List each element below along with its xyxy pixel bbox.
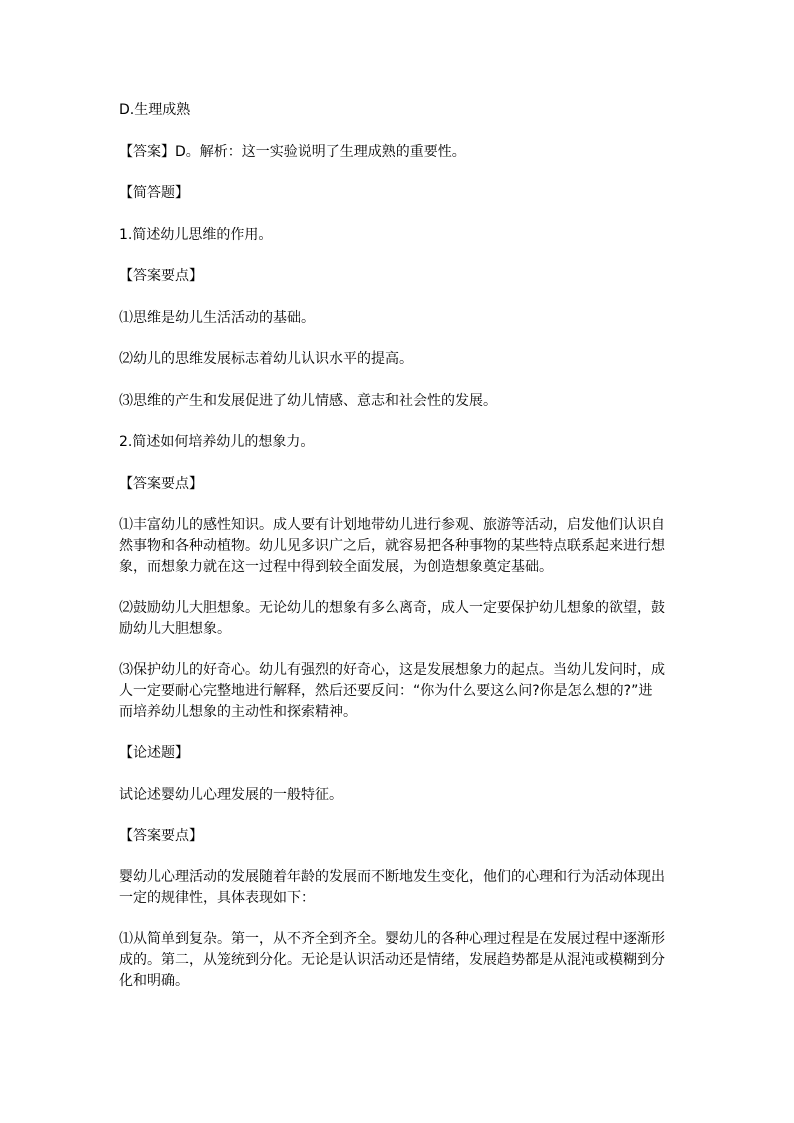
paragraph-line: 象，而想象力就在这一过程中得到较全面发展，为创造想象奠定基础。 <box>119 559 553 575</box>
answer-line: 【答案】D。解析：这一实验说明了生理成熟的重要性。 <box>119 144 466 160</box>
paragraph-line: 成的。第二，从笼统到分化。无论是认识活动还是情绪，发展趋势都是从混沌或模糊到分 <box>119 952 665 968</box>
answer-key-heading: 【答案要点】 <box>119 828 203 844</box>
paragraph-line: 而培养幼儿想象的主动性和探索精神。 <box>119 704 357 720</box>
essay-question: 试论述婴幼儿心理发展的一般特征。 <box>119 787 343 803</box>
paragraph-line: 一定的规律性，具体表现如下： <box>119 890 315 906</box>
answer-key-heading: 【答案要点】 <box>119 268 203 284</box>
option-d: D.生理成熟 <box>119 102 191 118</box>
answer-key-heading: 【答案要点】 <box>119 476 203 492</box>
answer-point: ⑶思维的产生和发展促进了幼儿情感、意志和社会性的发展。 <box>119 393 497 409</box>
answer-point: ⑵幼儿的思维发展标志着幼儿认识水平的提高。 <box>119 351 413 367</box>
section-heading-essay: 【论述题】 <box>119 745 189 761</box>
paragraph-line: 人一定要耐心完整地进行解释，然后还要反问：“你为什么要这么问?你是怎么想的?”进 <box>119 683 653 699</box>
question-1: 1.简述幼儿思维的作用。 <box>119 227 273 243</box>
question-2: 2.简述如何培养幼儿的想象力。 <box>119 434 315 450</box>
paragraph-line: 然事物和各种动植物。幼儿见多识广之后，就容易把各种事物的某些特点联系起来进行想 <box>119 538 665 554</box>
paragraph-line: 励幼儿大胆想象。 <box>119 621 231 637</box>
section-heading-short: 【简答题】 <box>119 185 189 201</box>
paragraph-line: 婴幼儿心理活动的发展随着年龄的发展而不断地发生变化，他们的心理和行为活动体现出 <box>119 869 665 885</box>
paragraph-line: ⑶保护幼儿的好奇心。幼儿有强烈的好奇心，这是发展想象力的起点。当幼儿发问时，成 <box>119 662 665 678</box>
paragraph-line: 化和明确。 <box>119 973 189 989</box>
answer-point: ⑴思维是幼儿生活活动的基础。 <box>119 310 315 326</box>
paragraph-line: ⑵鼓励幼儿大胆想象。无论幼儿的想象有多么离奇，成人一定要保护幼儿想象的欲望，鼓 <box>119 600 665 616</box>
paragraph-line: ⑴从简单到复杂。第一，从不齐全到齐全。婴幼儿的各种心理过程是在发展过程中逐渐形 <box>119 931 665 947</box>
paragraph-line: ⑴丰富幼儿的感性知识。成人要有计划地带幼儿进行参观、旅游等活动，启发他们认识自 <box>119 517 665 533</box>
